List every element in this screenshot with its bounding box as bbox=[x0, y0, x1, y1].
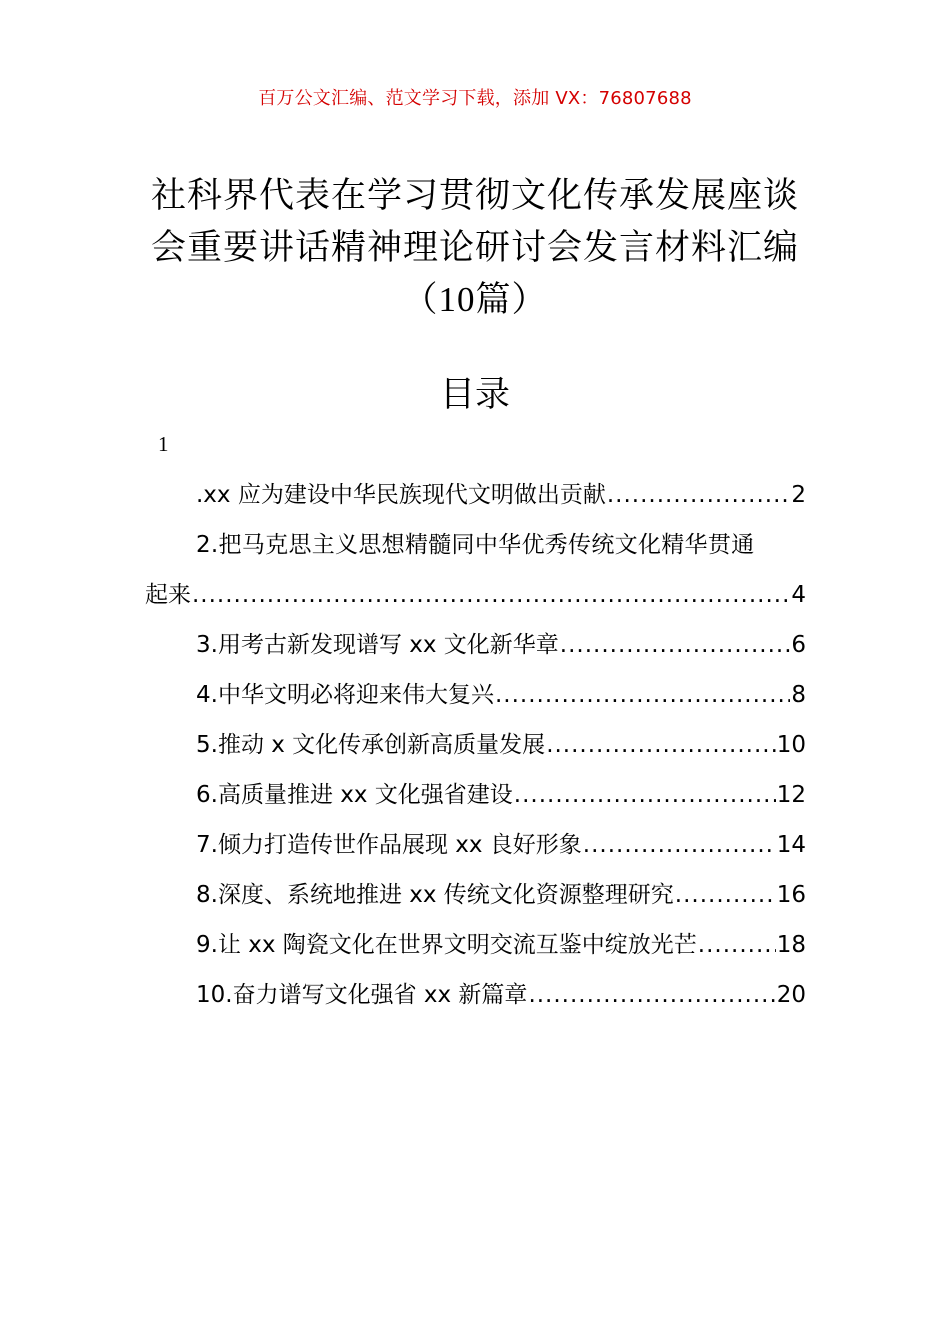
toc-entry-title: .xx 应为建设中华民族现代文明做出贡献 bbox=[196, 482, 606, 508]
toc-page-number: 16 bbox=[776, 882, 806, 908]
title-paren-close: ） bbox=[511, 280, 548, 320]
toc-entry-title-line1: 2.把马克思主义思想精髓同中华优秀传统文化精华贯通 bbox=[196, 532, 755, 558]
toc-entry-title-line2-row bbox=[145, 570, 806, 620]
toc-leader bbox=[698, 920, 776, 970]
toc-entry-title: 5.推动 x 文化传承创新高质量发展 bbox=[196, 732, 546, 758]
toc-entry-3[interactable] bbox=[145, 620, 806, 670]
header-watermark-note: 百万公文汇编、范文学习下载，添加 VX：76807688 bbox=[258, 88, 692, 109]
title-line-2: 会重要讲话精神理论研讨会发言材料汇编 bbox=[150, 228, 799, 268]
toc-entry-title: 10.奋力谱写文化强省 xx 新篇章 bbox=[196, 982, 528, 1008]
title-paren-open: （ bbox=[402, 280, 439, 320]
toc-leader bbox=[607, 470, 791, 520]
toc-entry-2[interactable] bbox=[145, 520, 806, 620]
document-title bbox=[0, 170, 950, 326]
toc-page-number: 6 bbox=[791, 632, 806, 658]
toc-entry-8[interactable] bbox=[145, 870, 806, 920]
toc-page-number: 4 bbox=[791, 582, 806, 608]
toc-entry-title: 9.让 xx 陶瓷文化在世界文明交流互鉴中绽放光芒 bbox=[196, 932, 697, 958]
toc-page-number: 12 bbox=[776, 782, 806, 808]
toc-entry-title: 6.高质量推进 xx 文化强省建设 bbox=[196, 782, 513, 808]
toc-page-number: 10 bbox=[776, 732, 806, 758]
toc-entry-4[interactable] bbox=[145, 670, 806, 720]
toc-entry-10[interactable] bbox=[145, 970, 806, 1020]
title-line-1: 社科界代表在学习贯彻文化传承发展座谈 bbox=[150, 176, 799, 216]
toc-leader bbox=[528, 970, 775, 1020]
toc-page-number: 20 bbox=[776, 982, 806, 1008]
title-count-unit: 篇 bbox=[475, 280, 512, 320]
table-of-contents bbox=[145, 470, 806, 1020]
toc-entry-7[interactable] bbox=[145, 820, 806, 870]
toc-leader bbox=[546, 720, 776, 770]
toc-entry-6[interactable] bbox=[145, 770, 806, 820]
toc-entry-5[interactable] bbox=[145, 720, 806, 770]
toc-page-number: 8 bbox=[791, 682, 806, 708]
toc-entry-title: 7.倾力打造传世作品展现 xx 良好形象 bbox=[196, 832, 582, 858]
stray-number: 1 bbox=[158, 432, 169, 456]
toc-leader bbox=[583, 820, 776, 870]
toc-page-number: 14 bbox=[776, 832, 806, 858]
toc-leader bbox=[495, 670, 790, 720]
toc-entry-title: 4.中华文明必将迎来伟大复兴 bbox=[196, 682, 494, 708]
toc-heading: 目录 bbox=[439, 375, 510, 415]
toc-leader bbox=[675, 870, 776, 920]
toc-leader bbox=[514, 770, 776, 820]
toc-page-number: 18 bbox=[776, 932, 806, 958]
toc-leader bbox=[560, 620, 791, 670]
toc-leader bbox=[192, 570, 790, 620]
toc-page-number: 2 bbox=[791, 482, 806, 508]
toc-entry-title: 3.用考古新发现谱写 xx 文化新华章 bbox=[196, 632, 559, 658]
title-line-3 bbox=[0, 274, 950, 326]
toc-entry-9[interactable] bbox=[145, 920, 806, 970]
title-count: 10 bbox=[438, 280, 476, 319]
toc-entry-title: 8.深度、系统地推进 xx 传统文化资源整理研究 bbox=[196, 882, 674, 908]
toc-entry-1[interactable] bbox=[145, 470, 806, 520]
toc-entry-title-line2: 起来 bbox=[145, 582, 191, 608]
